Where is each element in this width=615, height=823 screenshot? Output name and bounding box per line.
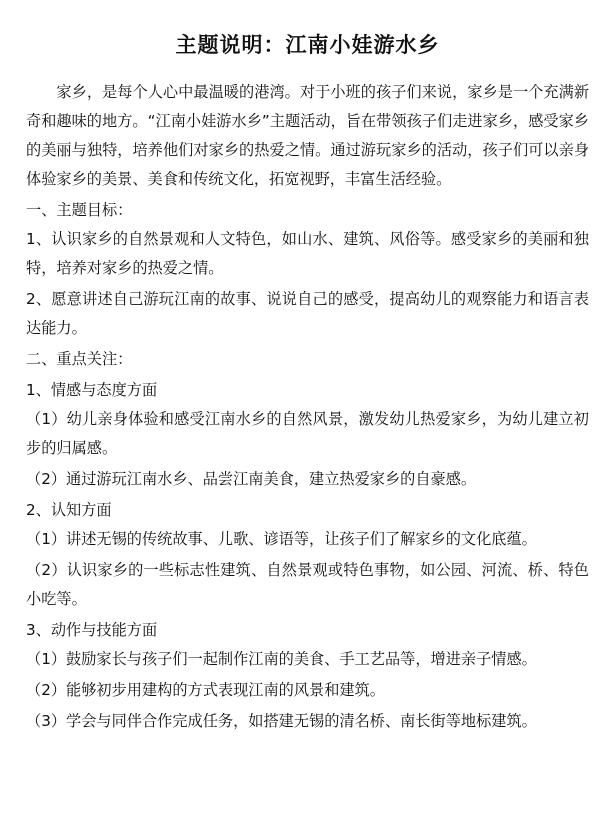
goal-item: 2、愿意讲述自己游玩江南的故事、说说自己的感受，提高幼儿的观察能力和语言表达能力。 xyxy=(26,290,589,337)
subsection-heading-emotion: 1、情感与态度方面 xyxy=(26,381,158,399)
focus-item: （2）能够初步用建构的方式表现江南的风景和建筑。 xyxy=(26,681,385,699)
focus-item: （1）鼓励家长与孩子们一起制作江南的美食、手工艺品等，增进亲子情感。 xyxy=(26,650,537,668)
focus-item: （1）讲述无锡的传统故事、儿歌、谚语等，让孩子们了解家乡的文化底蕴。 xyxy=(26,530,537,548)
focus-item: （3）学会与同伴合作完成任务，如搭建无锡的清名桥、南长街等地标建筑。 xyxy=(26,712,537,730)
page-title: 主题说明：江南小娃游水乡 xyxy=(175,32,440,57)
subsection-heading-cognition: 2、认知方面 xyxy=(26,501,112,519)
focus-item: （2）认识家乡的一些标志性建筑、自然景观或特色事物，如公园、河流、桥、特色小吃等。 xyxy=(26,561,589,608)
section-heading-goals: 一、主题目标： xyxy=(26,201,133,219)
goal-item: 1、认识家乡的自然景观和人文特色，如山水、建筑、风俗等。感受家乡的美丽和独特，培养对家乡的热爱之情。 xyxy=(26,230,589,277)
focus-item: （2）通过游玩江南水乡、品尝江南美食，建立热爱家乡的自豪感。 xyxy=(26,470,477,488)
intro-paragraph: 家乡，是每个人心中最温暖的港湾。对于小班的孩子们来说，家乡是一个充满新奇和趣味的地方。“江南小娃游水乡”主题活动，旨在带领孩子们走进家乡，感受家乡的美丽与独特，培养他们对家乡的热爱之情。通过游玩家乡的活动，孩子们可以亲身体验家乡的美景、美食和传统文化，拓宽视野，丰富生活经验。 xyxy=(26,83,589,188)
focus-item: （1）幼儿亲身体验和感受江南水乡的自然风景，激发幼儿热爱家乡，为幼儿建立初步的归属感。 xyxy=(26,410,589,457)
subsection-heading-skills: 3、动作与技能方面 xyxy=(26,621,158,639)
section-heading-focus: 二、重点关注： xyxy=(26,350,133,368)
